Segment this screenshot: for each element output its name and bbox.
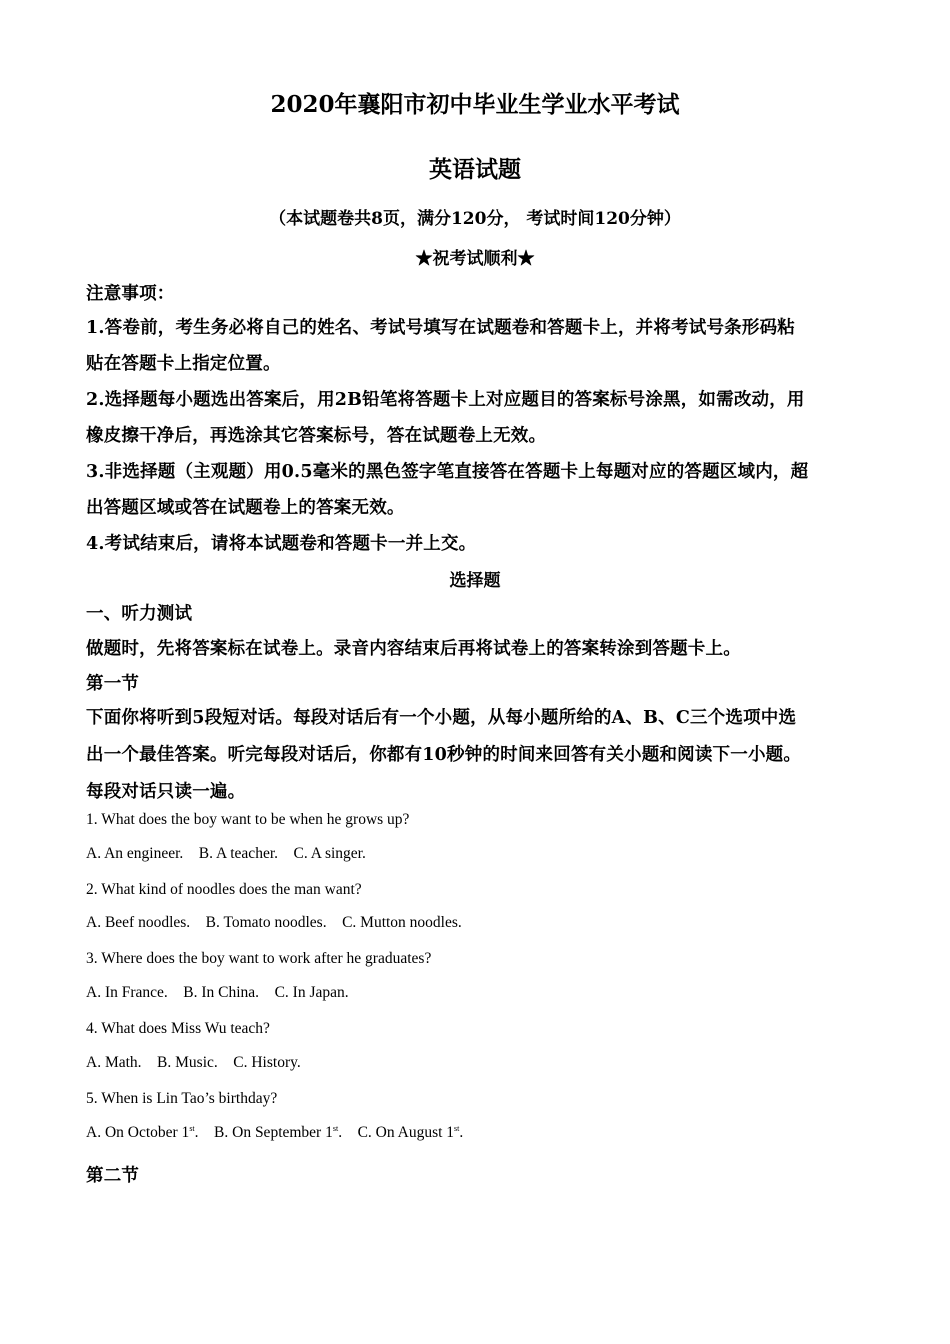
option-b: B. In China. [183,984,260,1001]
question-1: 1. What does the boy want to be when he grows up? [86,811,410,828]
sub-section-2: 第二节 [86,1166,140,1186]
notice-line-1: 1.答卷前，考生务必将自己的姓名、考试号填写在试题卷和答题卡上，并将考试号条形码粘 [86,318,795,338]
part-instruction: 做题时，先将答案标在试卷上。录音内容结束后再将试卷上的答案转涂到答题卡上。 [86,639,741,659]
option-a: A. On October 1st. [86,1123,199,1141]
question-2: 2. What kind of noodles does the man want? [86,881,362,898]
question-4: 4. What does Miss Wu teach? [86,1020,270,1037]
exam-title: 2020年襄阳市初中毕业生学业水平考试 [270,91,680,118]
section-heading: 选择题 [449,571,501,591]
question-3: 3. Where does the boy want to work after he graduates? [86,950,432,967]
option-a: A. An engineer. [86,845,184,862]
notice-line-4: 橡皮擦干净后，再选涂其它答案标号，答在试题卷上无效。 [86,426,547,446]
notice-line-7: 4.考试结束后，请将本试题卷和答题卡一并上交。 [86,534,477,554]
option-c: C. A singer. [293,845,366,862]
option-c: C. On August 1st. [357,1123,464,1141]
notice-line-2: 贴在答题卡上指定位置。 [86,354,281,374]
exam-subtitle: （本试题卷共8页，满分120分， 考试时间120分钟） [269,209,681,229]
question-4-options [86,1054,301,1072]
option-c: C. Mutton noodles. [342,914,462,931]
sub-section-1-line-1: 下面你将听到5段短对话。每段对话后有一个小题，从每小题所给的A、B、C三个选项中选 [86,708,797,728]
option-a: A. In France. [86,984,168,1001]
question-5-options [86,1124,463,1142]
subject-title: 英语试题 [429,156,521,183]
notice-heading: 注意事项： [86,284,175,304]
option-b: B. A teacher. [198,845,278,862]
notice-line-5: 3.非选择题（主观题）用0.5毫米的黑色签字笔直接答在答题卡上每题对应的答题区域内，超 [86,462,809,482]
option-c: C. History. [233,1054,301,1071]
sub-section-1-line-3: 每段对话只读一遍。 [86,782,246,802]
notice-line-6: 出答题区域或答在试题卷上的答案无效。 [86,498,405,518]
question-1-options [86,845,366,863]
part-heading: 一、听力测试 [86,604,193,624]
sub-section-1-line-2: 出一个最佳答案。听完每段对话后，你都有10秒钟的时间来回答有关小题和阅读下一小题。 [86,745,802,765]
question-5: 5. When is Lin Tao’s birthday? [86,1090,278,1107]
option-c: C. In Japan. [274,984,349,1001]
question-2-options [86,914,462,932]
option-b: B. Tomato noodles. [205,914,327,931]
option-b: B. Music. [157,1054,218,1071]
question-3-options [86,984,349,1002]
option-a: A. Math. [86,1054,142,1071]
good-luck-line: ★祝考试顺利★ [415,249,535,269]
option-b: B. On September 1st. [214,1123,343,1141]
option-a: A. Beef noodles. [86,914,191,931]
notice-line-3: 2.选择题每小题选出答案后，用2B铅笔将答题卡上对应题目的答案标号涂黑，如需改动，用 [86,390,805,410]
sub-section-1: 第一节 [86,674,140,694]
